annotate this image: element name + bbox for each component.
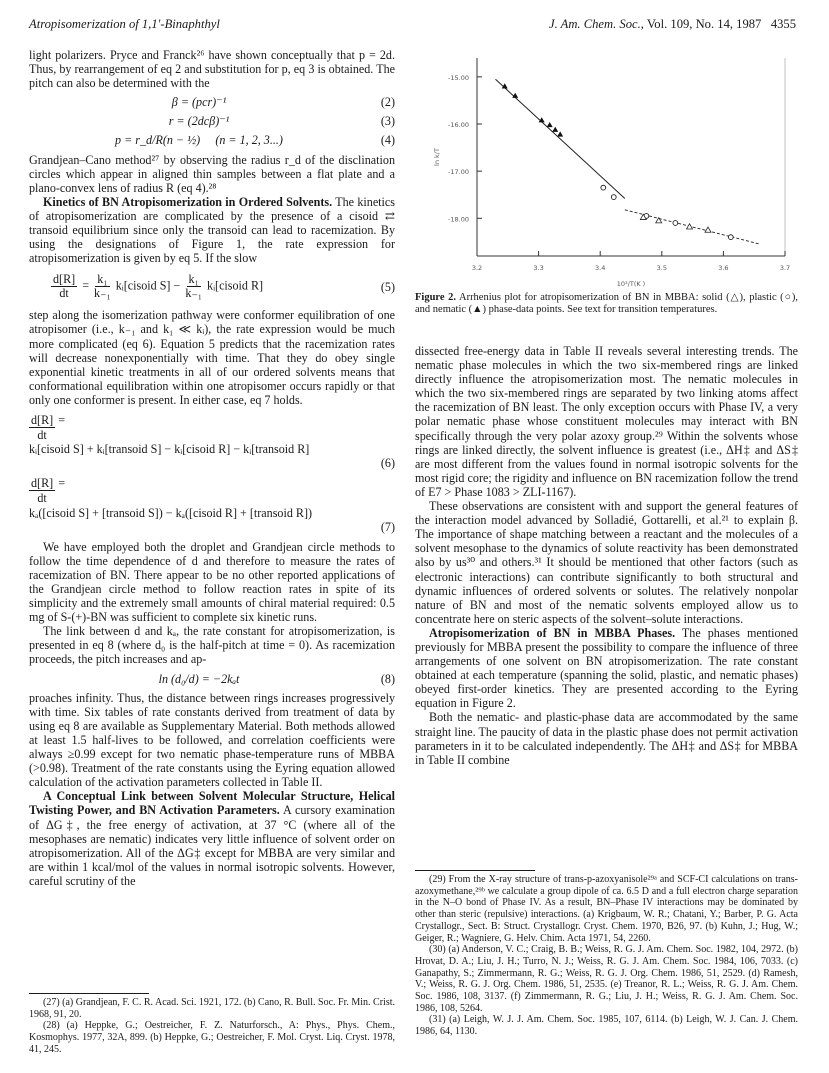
data-point-solid-triangle [547, 122, 553, 127]
section-heading: Atropisomerization of BN in MBBA Phases. [429, 625, 676, 640]
data-point-open-triangle [687, 224, 693, 229]
paragraph: proaches infinity. Thus, the distance between rings increases progressively with time. Six tables of rate constants derived from treatment of data by using eq 8 are available as Supplementary Material. Both methods allowed at least 1.5 half-lives to be followed, and correlation coefficients were always ≥0.99 except for two nematic phase-temperature runs of MBBA (>0.98). Treatment of the rate constants using the Eyring equation allowed calculation of the activation parameters collected in Table II. [29, 690, 395, 790]
paragraph: light polarizers. Pryce and Franck²⁶ have shown conceptually that p = 2d. Thus, by rearrangement of eq 2 and substitution for p, eq 3 is obtained. The pitch can also be determined with the [29, 48, 395, 91]
journal-citation: J. Am. Chem. Soc., Vol. 109, No. 14, 1987 4355 [548, 17, 796, 31]
y-tick-label: -16.00 [448, 121, 469, 129]
paragraph: These observations are consistent with and support the general features of the interaction model advanced by Solladié, Gottarelli, et al.²¹ to explain β. The importance of shape matching between a reactant and the molecules of a solvent mesophase to the dynamics of solute reactivity has been demonstrated also by us³⁰ and others.³¹ It should be mentioned that other factors (such as electronic interactions) can contribute significantly to both structural and dynamic influences of ordered solvents or solutes. The relatively nonpolar nature of BN and most of the nematic solvents employed allow us to concentrate here on steric aspects of the solvent–solute interactions. [415, 499, 798, 626]
paragraph: Kinetics of BN Atropisomerization in Ordered Solvents. The kinetics of atropisomerization are complicated by the presence of a cisoid ⇄ transoid equilibrium since only the transoid can lead to racemization. By using the designations of Figure 1, the rate expression for atropisomerization is given by eq 5. If the slow [29, 194, 395, 266]
equation-4: p = r_d/R(n − ½) (n = 1, 2, 3...) (4) [115, 133, 395, 148]
footnote: (29) From the X-ray structure of trans-p-azoxyanisole²⁹ᵃ and SCF-CI calculations on trans-azoxymethane,²⁹ᵇ we calculate a group dipole of ca. 6.5 D and a full electron charge separation in the N–O bond of Phase IV. As a result, BN–Phase IV interactions may be dominated by other than steric (repulsive) interactions. (a) Krigbaum, W. R.; Chatani, Y.; Barber, P. G. Acta Crystallogr., Sect. B: Struct. Crystallogr. Cryst. Chem. 1970, B26, 97. (b) Kuhn, J.; Hug, W.; Geiger, R.; Wagniere, G. Helv. Chim. Acta 1971, 54, 2260. [415, 874, 798, 944]
paragraph: A Conceptual Link between Solvent Molecular Structure, Helical Twisting Power, and BN Activation Parameters. A cursory examination of ΔG‡, the free energy of activation, at 37 °C (where all of the mesophases are nematic) indicates very little influence of solvent order on atropisomerization. All of the ΔG‡ except for MBBA are very similar and are within 1 kcal/mol of the values in normal isotropic solvents. However, careful scrutiny of the [29, 789, 395, 888]
paragraph: We have employed both the droplet and Grandjean circle methods to follow the time dependence of d and therefore to measure the rates of racemization of BN. There appear to be no other reported applications of the Grandjean circle method to follow reaction rates in spite of its simplicity and the extremely small amounts of chiral material required: 0.5 mg of S-(+)-BN was sufficient to complete six kinetic runs. [29, 539, 395, 625]
data-point-open-triangle [656, 218, 662, 223]
paragraph: step along the isomerization pathway were conformer equilibration of one atropisomer (i.e., k₋₁ and k₁ ≪ kᵢ), the rate expression would be much more complicated (eq 6). Equation 5 predicts that the racemization rates will decrease nonexponentially with time. That they do obey single exponential kinetic treatments in all of our ordered solvents means that conformational equilibration within one atropisomer occurs rapidly or that only one conformer is present. In either case, eq 7 holds. [29, 308, 395, 407]
footnote: (31) (a) Leigh, W. J. J. Am. Chem. Soc. 1985, 107, 6114. (b) Leigh, W. J. Can. J. Chem. 1986, 64, 1130. [415, 1014, 798, 1038]
paragraph: Both the nematic- and plastic-phase data are accommodated by the same straight line. The paucity of data in the plastic phase does not permit activation parameters in it to be calculated independently. The ΔH‡ and ΔS‡ for MBBA in Table II combine [415, 710, 798, 767]
figure-caption: Figure 2. Arrhenius plot for atropisomerization of BN in MBBA: solid (△), plastic (○), and nematic (▲) phase-data points. See text for transition temperatures. [415, 292, 798, 315]
equation-6: $\frac{d[R]}{dt}$ = kᵢ[cisoid S] + kᵢ[transoid S] − kᵢ[cisoid R] − kᵢ[transoid R] (6) [29, 412, 395, 471]
section-heading: A Conceptual Link between Solvent Molecular Structure, Helical Twisting Power, and BN Activation Parameters. [29, 789, 395, 818]
arrhenius-plot [415, 48, 798, 288]
left-footnotes [29, 997, 395, 1056]
right-footnotes [415, 874, 798, 1038]
x-tick-label: 3.6 [718, 264, 729, 272]
paragraph: dissected free-energy data in Table II reveals several interesting trends. The nematic phase molecules in which the two six-membered rings are linked directly influence the atropisomerization most. The nematic molecules in which the two six-membered rings are separated by two linking atoms affect the racemization of BN least. The only exception occurs with Phase IV, a very polar nematic phase whose constituent molecules may interact with BN specifically through the very polar azoxy group.²⁹ Within the solvents whose rings are linked directly, the solvent influence is greatest (i.e., ΔH‡ and ΔS‡ are most different from the values found in normal isotropic solvents for the most rigid core; the rigidity and influence on BN racemization follow the trend of E7 > Phase 1083 > ZLI-1167). [415, 344, 798, 499]
footnote: (28) (a) Heppke, G.; Oestreicher, F. Z. Naturforsch., A: Phys., Phys. Chem., Kosmophys. 1977, 32A, 899. (b) Heppke, G.; Oestreicher, F. Mol. Cryst. Liq. Cryst. 1978, 41, 245. [29, 1020, 395, 1055]
equation-8: ln (d₀/d) = −2kₐt (8) [158, 671, 395, 686]
data-point-circle [611, 195, 616, 200]
x-axis-label: 10³/T(K ) [616, 280, 646, 288]
journal-name: J. Am. Chem. Soc. [548, 17, 641, 31]
x-tick-label: 3.3 [533, 264, 544, 272]
equation-2: β = (pcr)⁻¹ (2) [171, 95, 395, 110]
y-axis-label: ln k/T [433, 148, 441, 166]
data-point-solid-triangle [557, 131, 563, 136]
equation-5: $\frac{d[R]}{dt}$ = $\frac{\text{k₁}}{\text{k₋₁}}$ kᵢ[cisoid S] − $\frac{\text{k₁}}{\text{k₋₁}}$ kᵢ[cisoid R] (5) [53, 272, 395, 301]
left-column [29, 48, 395, 888]
footnote: (27) (a) Grandjean, F. C. R. Acad. Sci. 1921, 172. (b) Cano, R. Bull. Soc. Fr. Min. Crist. 1968, 91, 20. [29, 997, 395, 1020]
equation-7: $\frac{d[R]}{dt}$ = kₐ([cisoid S] + [transoid S]) − kₐ([cisoid R] + [transoid R]) (7) [29, 476, 395, 534]
paragraph: Atropisomerization of BN in MBBA Phases. The phases mentioned previously for MBBA present the possibility to compare the influence of three arrangements of one solvent on BN atropisomerization. The rate constant obtained at each temperature (spanning the solid, plastic, and nematic phases) obeyed first-order kinetics. They are presented according to the Eyring equation in Figure 2. [415, 625, 798, 711]
footnote-rule [29, 993, 149, 994]
data-point-open-triangle [705, 227, 711, 232]
y-tick-label: -18.00 [448, 215, 469, 224]
right-column [415, 344, 798, 767]
paragraph: The link between d and kₐ, the rate constant for atropisomerization, is presented in eq 8 (where d₀ is the half-pitch at time = 0). As racemization proceeds, the pitch increases and ap- [29, 624, 395, 667]
x-tick-label: 3.2 [471, 264, 483, 272]
journal-volume: Vol. 109, No. 14, 1987 [646, 17, 762, 31]
equation-3: r = (2dcβ)⁻¹ (3) [168, 114, 395, 129]
footnote: (30) (a) Anderson, V. C.; Craig, B. B.; Weiss, R. G. J. Am. Chem. Soc. 1982, 104, 2972. (b) Hrovat, D. A.; Liu, J. H.; Turro, N. J.; Weiss, R. G. J. Am. Chem. Soc. 1984, 106, 7033. (c) Ganapathy, S.; Zimmermann, R. G.; Weiss, R. G. J. Org. Chem. 1986, 51, 2529. (d) Ramesh, V.; Weiss, R. G. J. Org. Chem. 1986, 51, 2535. (e) Treanor, R. L.; Weiss, R. G. J. Am. Chem. Soc. 1986, 108, 3137. (f) Zimmermann, R. G.; Liu, J. H.; Weiss, R. G. J. Am. Chem. Soc. 1986, 108, 5264. [415, 944, 798, 1014]
x-tick-label: 3.7 [779, 264, 791, 272]
x-tick-label: 3.5 [656, 264, 667, 272]
running-head: Atropisomerization of 1,1′-Binaphthyl [29, 17, 220, 31]
section-heading: Kinetics of BN Atropisomerization in Ordered Solvents. [43, 194, 333, 209]
data-point-circle [601, 185, 606, 190]
y-tick-label: -17.00 [448, 168, 469, 177]
data-point-circle [728, 235, 733, 240]
data-point-circle [673, 221, 678, 226]
page-number: 4355 [770, 17, 796, 31]
paragraph: Grandjean–Cano method²⁷ by observing the radius r_d of the disclination circles which appear in aligned thin samples between a flat plate and a plano-convex lens of radius R (eq 4).²⁸ [29, 152, 395, 195]
figure-2 [415, 48, 798, 288]
footnote-rule [415, 870, 535, 871]
data-point-solid-triangle [552, 127, 558, 132]
x-tick-label: 3.4 [595, 264, 606, 272]
y-tick-label: -15.00 [448, 73, 469, 82]
